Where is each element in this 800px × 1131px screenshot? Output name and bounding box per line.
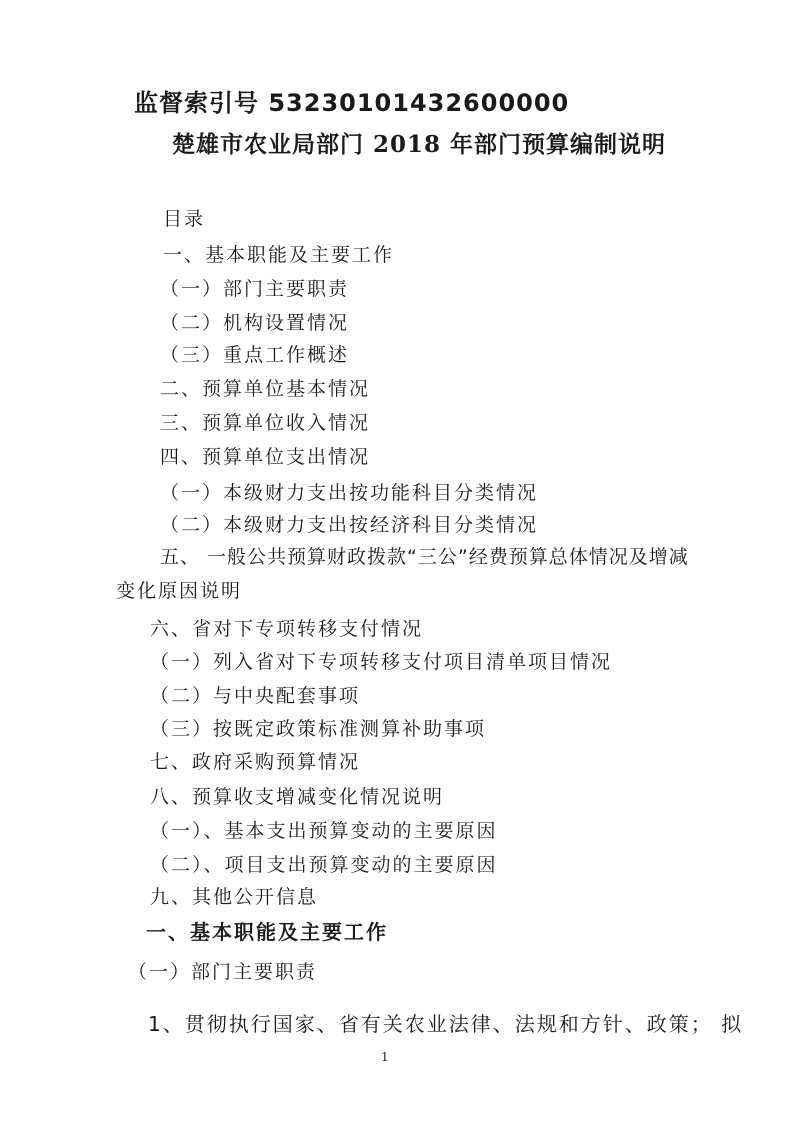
toc-item: 变化原因说明	[116, 580, 243, 602]
toc-item: 六、省对下专项转移支付情况	[150, 618, 424, 640]
toc-item: （一）本级财力支出按功能科目分类情况	[160, 482, 539, 504]
section-heading: 一、基本职能及主要工作	[146, 920, 388, 944]
paragraph: 1、贯彻执行国家、省有关农业法律、法规和方针、政策； 拟	[148, 1012, 744, 1036]
toc-item: （一）列入省对下专项转移支付项目清单项目情况	[150, 651, 613, 673]
toc-item: （二）与中央配套事项	[150, 685, 361, 707]
subsection-heading: （一）部门主要职责	[128, 961, 318, 983]
toc-item: （一）部门主要职责	[160, 278, 350, 300]
toc-item: 四、预算单位支出情况	[160, 446, 371, 468]
toc-item: 五、 一般公共预算财政拨款“三公”经费预算总体情况及增减	[160, 546, 689, 568]
toc-item: （三）重点工作概述	[160, 344, 350, 366]
index-reference: 监督索引号 53230101432600000	[134, 89, 570, 117]
document-title: 楚雄市农业局部门 2018 年部门预算编制说明	[172, 131, 667, 158]
toc-item: （二）、项目支出预算变动的主要原因	[150, 854, 498, 876]
toc-label: 目录	[163, 208, 206, 230]
toc-item: 一、基本职能及主要工作	[163, 244, 395, 266]
toc-item: 二、预算单位基本情况	[160, 378, 371, 400]
page-number: 1	[381, 1050, 389, 1064]
toc-item: 七、政府采购预算情况	[150, 751, 361, 773]
toc-item: 九、其他公开信息	[150, 886, 319, 908]
toc-item: 三、预算单位收入情况	[160, 412, 371, 434]
toc-item: （二）本级财力支出按经济科目分类情况	[160, 514, 539, 536]
toc-item: 八、预算收支增减变化情况说明	[150, 786, 445, 808]
toc-item: （三）按既定政策标准测算补助事项	[150, 718, 487, 740]
toc-item: （一）、基本支出预算变动的主要原因	[150, 820, 498, 842]
toc-item: （二）机构设置情况	[160, 312, 350, 334]
